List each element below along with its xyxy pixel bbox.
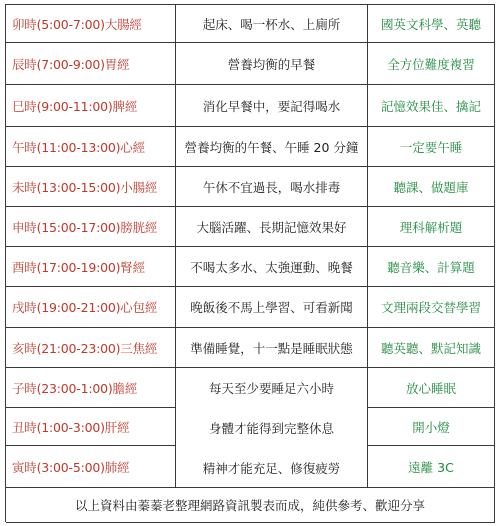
activity-cell: 午休不宜過長，喝水排毒 [176,167,368,207]
table-row [6,328,495,368]
table-row [6,167,495,207]
study-cell: 一定要午睡 [368,127,495,167]
time-meridian-cell: 申時(15:00-17:00)膀胱經 [6,207,176,247]
time-meridian-cell: 酉時(17:00-19:00)腎經 [6,247,176,287]
time-meridian-cell: 丑時(1:00-3:00)肝經 [6,408,176,446]
study-cell: 記憶效果佳、擒記 [368,85,495,127]
activity-cell: 起床、喝一杯水、上廁所 [176,5,368,43]
study-cell: 聽音樂、計算題 [368,247,495,287]
table-row [6,127,495,167]
activity-cell: 營養均衡的早餐 [176,43,368,85]
activity-cell: 大腦活躍、長期記憶效果好 [176,207,368,247]
sleep-activity-line: 每天至少要睡足六小時 [208,381,334,396]
time-meridian-cell: 巳時(9:00-11:00)脾經 [6,85,176,127]
activity-cell: 消化早餐中，要記得喝水 [176,85,368,127]
study-cell: 聽課、做題庫 [368,167,495,207]
time-meridian-cell: 卯時(5:00-7:00)大腸經 [6,5,176,43]
study-cell: 遠離 3C [368,446,495,488]
activity-cell: 不喝太多水、太強運動、晚餐 [176,247,368,287]
table-row [6,85,495,127]
study-cell: 放心睡眠 [368,368,495,408]
sleep-activity-cell [176,368,368,488]
time-meridian-cell: 未時(13:00-15:00)小腸經 [6,167,176,207]
table-row [6,287,495,328]
time-meridian-cell: 寅時(3:00-5:00)肺經 [6,446,176,488]
study-cell: 理科解析題 [368,207,495,247]
table-row [6,5,495,43]
activity-cell: 晚飯後不馬上學習、可看新聞 [176,287,368,328]
study-cell: 開小燈 [368,408,495,446]
sleep-activity-line: 精神才能充足、修復疲勞 [202,461,341,476]
time-meridian-cell: 辰時(7:00-9:00)胃經 [6,43,176,85]
study-cell: 聽英聽、默記知識 [368,328,495,368]
time-meridian-cell: 午時(11:00-13:00)心經 [6,127,176,167]
schedule-table [5,4,495,522]
activity-cell: 營養均衡的午餐、午睡 20 分鐘 [176,127,368,167]
footer-note: 以上資料由蓁蓁老整理網路資訊製表而成，純供參考、歡迎分享 [6,488,495,523]
study-cell: 全方位難度複習 [368,43,495,85]
study-cell: 文理兩段交替學習 [368,287,495,328]
time-meridian-cell: 亥時(21:00-23:00)三焦經 [6,328,176,368]
sleep-activity-line: 身體才能得到完整休息 [208,421,334,436]
time-meridian-cell: 子時(23:00-1:00)膽經 [6,368,176,408]
table-row [6,247,495,287]
time-meridian-cell: 戌時(19:00-21:00)心包經 [6,287,176,328]
activity-cell: 準備睡覺，十一點是睡眠狀態 [176,328,368,368]
table-row [6,207,495,247]
table-row [6,43,495,85]
study-cell: 國英文科學、英聽 [368,5,495,43]
